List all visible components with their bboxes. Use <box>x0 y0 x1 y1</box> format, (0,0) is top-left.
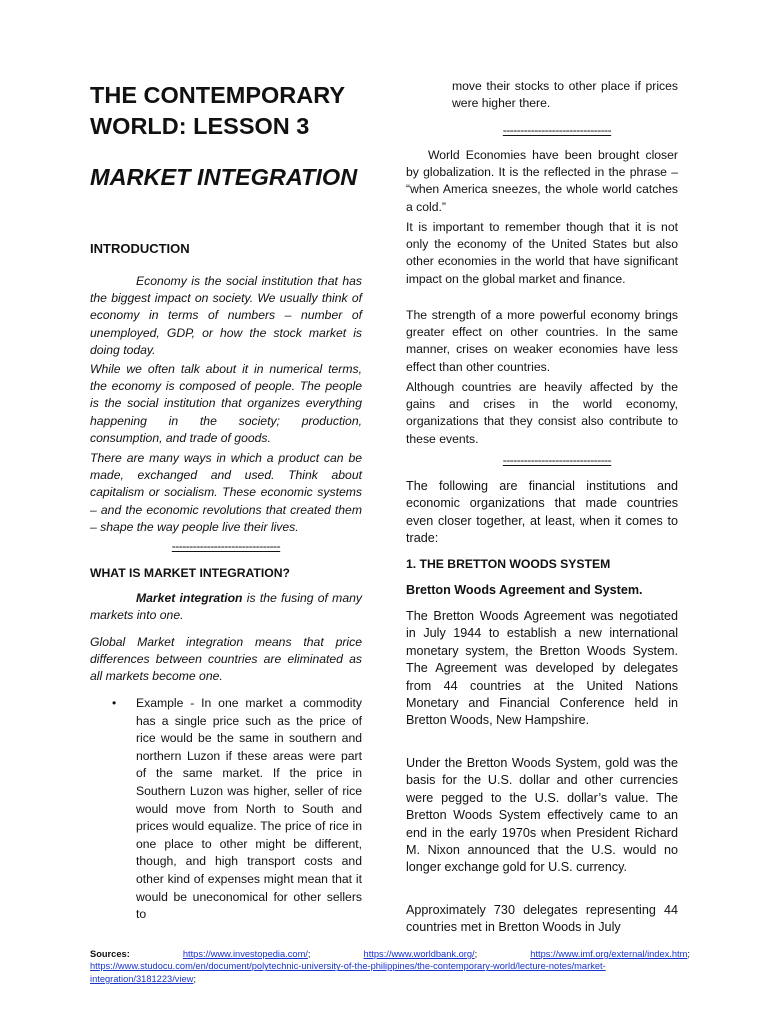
definition-text: is the fusing of many markets into one. <box>90 591 362 623</box>
bretton-woods-paragraph-1: The Bretton Woods Agreement was negotiated in July 1944 to establish a new international monetary system, the Bretton Woods System. The Agreement was developed by delegates from 44 countries at the United Nations Monetary and Financial Conference held in Bretton Woods, New Hampshire. <box>406 609 678 728</box>
global-definition: Global Market integration means that price differences between countries are eliminated as all markets become one. <box>90 635 362 684</box>
intro-paragraph-3: There are many ways in which a product can be made, exchanged and used. Think about capitalism or socialism. These economic systems – and the economic revolutions that created them – shape the way people live their lives. <box>90 451 362 534</box>
sources-footer: Sources: https://www.investopedia.com/; https://www.worldbank.org/; https://www.imf.org/external/index.htm; https://www.studocu.com/en/document/polytechnic-university-of-the-philippines/the-contemporary-world/lecture-notes/market-integration/3181223/view; <box>90 949 690 984</box>
section-separator: ------------------------------- <box>171 539 281 553</box>
bretton-woods-paragraph-3: Approximately 730 delegates representing 44 countries met in Bretton Woods in July <box>406 903 678 935</box>
source-link-worldbank[interactable]: https://www.worldbank.org/ <box>363 949 475 959</box>
what-is-heading: WHAT IS MARKET INTEGRATION? <box>90 566 290 580</box>
economy-paragraph: It is important to remember though that it is not only the economy of the United States but also other economies in the world that have significant impact on the global market and finance. <box>406 220 678 286</box>
page-subtitle: MARKET INTEGRATION <box>90 164 358 190</box>
example-list <box>90 695 362 924</box>
source-link-investopedia[interactable]: https://www.investopedia.com/ <box>182 949 308 959</box>
page-title: THE CONTEMPORARY WORLD: LESSON 3 <box>90 82 345 139</box>
globalization-paragraph: World Economies have been brought closer by globalization. It is the reflected in the phrase – “when America sneezes, the whole world catches a cold.” <box>406 148 678 214</box>
bullet-icon: • <box>112 696 117 710</box>
strength-paragraph: The strength of a more powerful economy brings greater effect on other countries. In the same manner, crises on weaker economies have less effect than other countries. <box>406 308 678 374</box>
intro-paragraph-2: While we often talk about it in numerical terms, the economy is composed of people. The people is the social institution that organizes everything happening in the society; production, consumption, and trade of goods. <box>90 362 362 445</box>
intro-paragraph-1: Economy is the social institution that has the biggest impact on society. We usually think of economy in terms of numbers – number of unemployed, GDP, or how the stock market is doing today. <box>90 274 362 357</box>
section-heading-bretton-woods: 1. THE BRETTON WOODS SYSTEM <box>406 557 611 571</box>
bretton-woods-subheading: Bretton Woods Agreement and System. <box>406 583 643 597</box>
source-link-imf[interactable]: https://www.imf.org/external/index.htm <box>530 949 688 959</box>
list-item <box>90 695 362 924</box>
section-separator: ------------------------------- <box>502 123 612 137</box>
source-link-studocu[interactable]: https://www.studocu.com/en/document/polytechnic-university-of-the-philippines/the-contemporary-world/lecture-notes/market-integration/3181223/view <box>90 961 606 984</box>
definition-term: Market integration <box>136 591 243 605</box>
section-separator: ------------------------------- <box>502 453 612 467</box>
organizations-paragraph: Although countries are heavily affected by the gains and crises in the world economy, organizations that they consist also contribute to these events. <box>406 380 678 446</box>
example-text: Example - In one market a commodity has a single price such as the price of rice would be the same in southern and northern Luzon if these areas were part of the same market. If the price in Southern Luzon was higher, seller of rice would move from North to South and prices would equalize. The price of rice in one place to other might be different, though, and high transport costs and other kind of expenses might mean that it would be uneconomical for other sellers to <box>136 696 362 922</box>
definition-paragraph <box>90 590 362 624</box>
introduction-heading: INTRODUCTION <box>90 241 190 256</box>
sources-label: Sources: <box>90 949 130 959</box>
institutions-intro: The following are financial institutions and economic organizations that made countries even closer together, at least, when it comes to trade: <box>406 479 678 546</box>
bretton-woods-paragraph-2: Under the Bretton Woods System, gold was the basis for the U.S. dollar and other currencies were pegged to the U.S. dollar’s value. The Bretton Woods System effectively came to an end in the early 1970s when President Richard M. Nixon announced that the U.S. would no longer exchange gold for U.S. currency. <box>406 756 678 875</box>
continued-text: move their stocks to other place if prices were higher there. <box>452 79 678 111</box>
